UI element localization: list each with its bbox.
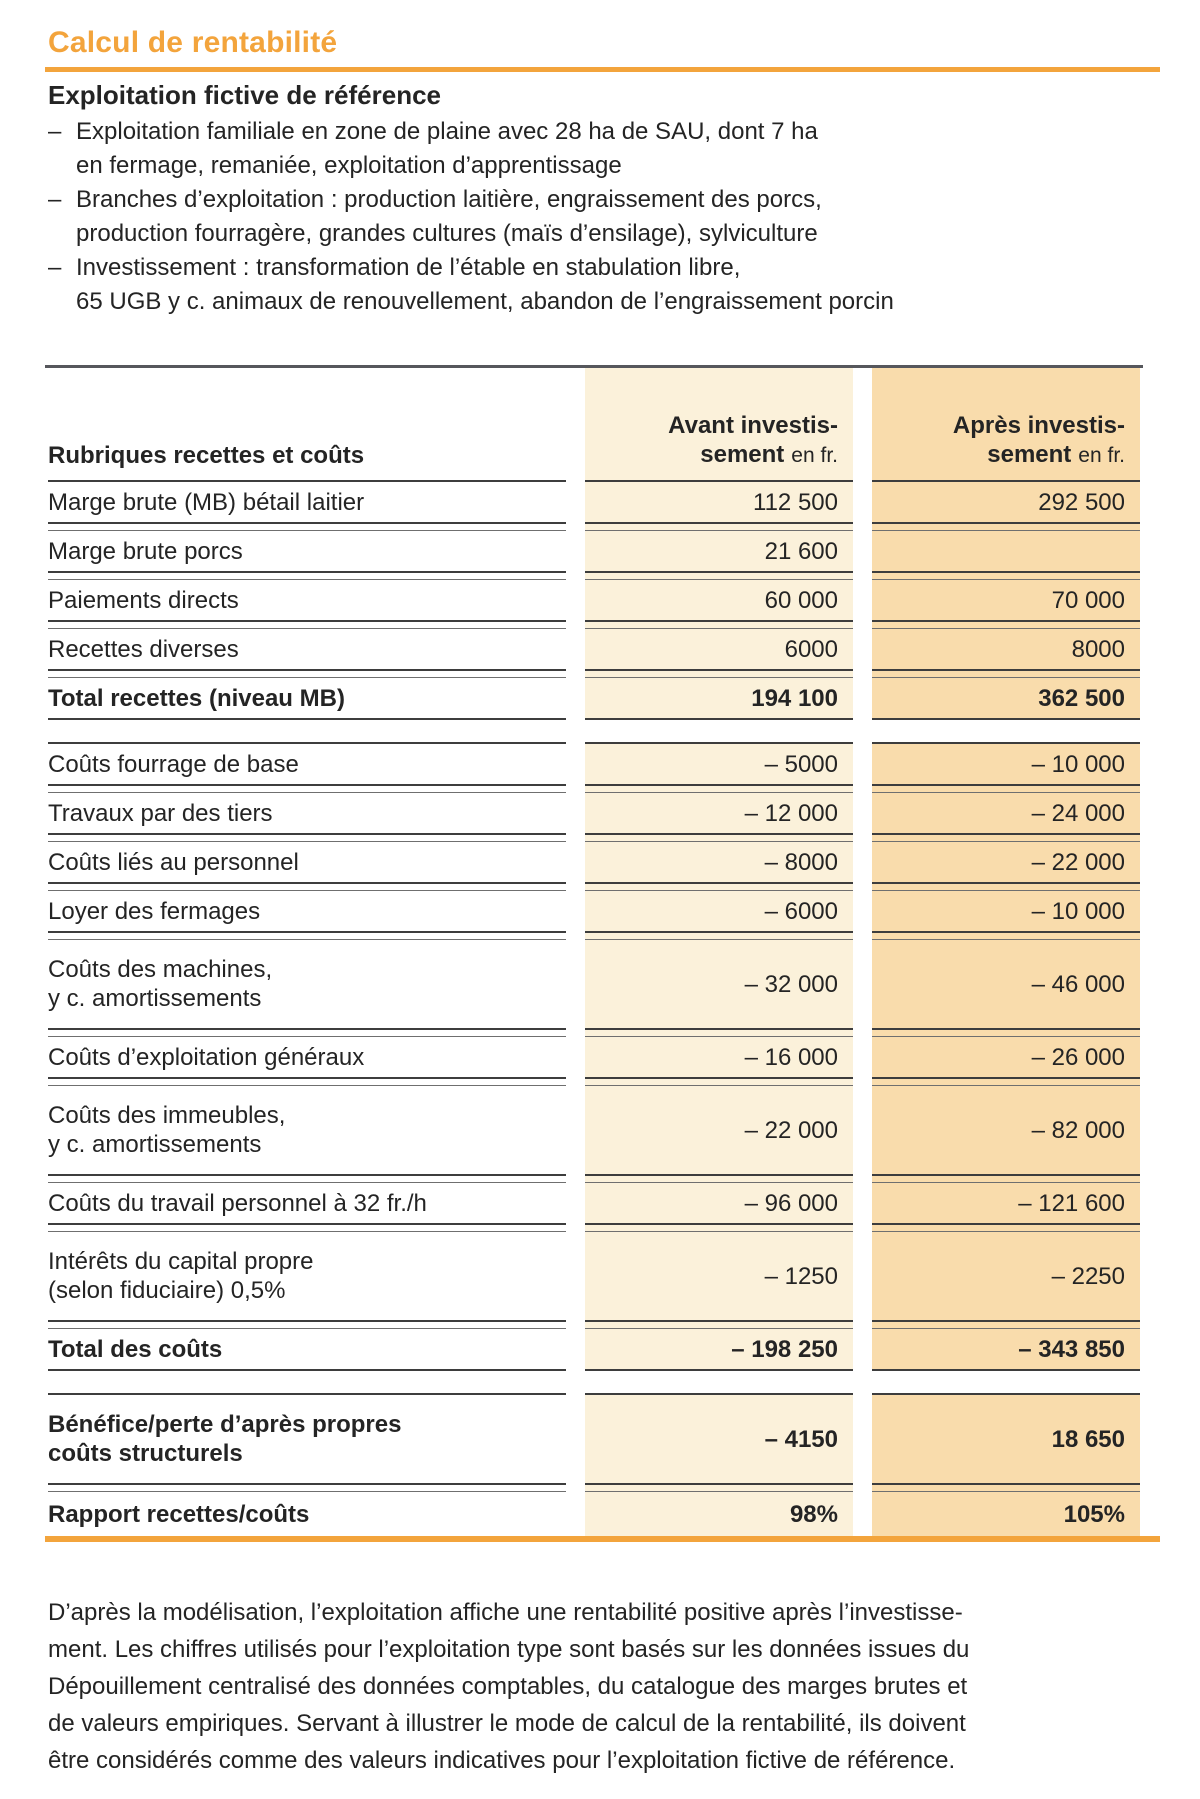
- column-gap: [566, 1232, 585, 1322]
- bullet-marker: –: [48, 186, 62, 213]
- column-gap: [566, 1183, 585, 1225]
- row-label-line: Coûts fourrage de base: [48, 750, 299, 778]
- row-label: [48, 678, 566, 720]
- row-separator: [872, 1079, 1140, 1086]
- row-separator: [585, 884, 853, 891]
- row-value-avant: – 5000: [585, 744, 853, 786]
- column-gap: [566, 891, 585, 933]
- bullet-marker: –: [48, 118, 62, 145]
- row-value-apres: 292 500: [872, 482, 1140, 524]
- bullet-marker: –: [48, 254, 62, 281]
- column-gap: [853, 1232, 872, 1322]
- row-separator: [48, 1225, 566, 1232]
- row-separator: [585, 1176, 853, 1183]
- row-label-line: Coûts liés au personnel: [48, 848, 299, 876]
- row-separator: [872, 884, 1140, 891]
- column-header-label: Rubriques recettes et coûts: [48, 442, 365, 469]
- row-value-apres: – 26 000: [872, 1037, 1140, 1079]
- column-gap: [853, 940, 872, 1030]
- column-gap: [853, 1183, 872, 1225]
- row-label: [48, 940, 566, 1030]
- row-label-line: Travaux par des tiers: [48, 799, 273, 827]
- row-label-line: Recettes diverses: [48, 635, 239, 663]
- row-value-avant: – 32 000: [585, 940, 853, 1030]
- column-gap: [566, 1086, 585, 1176]
- title-rule: [45, 67, 1160, 72]
- row-separator: [48, 573, 566, 580]
- footer-line: ment. Les chiffres utilisés pour l’exploitation type sont basés sur les données issues du: [48, 1636, 970, 1663]
- row-separator: [585, 933, 853, 940]
- column-gap: [853, 793, 872, 835]
- column-gap: [566, 786, 585, 793]
- row-separator: [585, 786, 853, 793]
- row-separator: [872, 622, 1140, 629]
- row-label: [48, 1492, 566, 1536]
- row-separator: [872, 835, 1140, 842]
- row-label-line: y c. amortissements: [48, 1131, 262, 1158]
- row-value-apres: – 121 600: [872, 1183, 1140, 1225]
- row-label-line: Rapport recettes/coûts: [48, 1500, 310, 1528]
- footer-paragraph: [48, 1594, 1160, 1799]
- column-gap: [566, 884, 585, 891]
- column-gap: [853, 1176, 872, 1183]
- row-separator: [585, 1030, 853, 1037]
- row-value-avant: – 8000: [585, 842, 853, 884]
- section-break: [585, 720, 853, 744]
- row-label: [48, 1037, 566, 1079]
- column-gap: [853, 1225, 872, 1232]
- table-bottom-rule: [45, 1536, 1160, 1542]
- row-separator: [585, 1079, 853, 1086]
- row-separator: [872, 1225, 1140, 1232]
- section-break: [872, 720, 1140, 744]
- column-gap: [853, 1329, 872, 1371]
- row-value-avant: – 1250: [585, 1232, 853, 1322]
- row-label: [48, 744, 566, 786]
- column-gap: [566, 580, 585, 622]
- row-separator: [48, 933, 566, 940]
- intro-heading: Exploitation fictive de référence: [48, 80, 442, 110]
- column-gap: [853, 524, 872, 531]
- section-break: [48, 1371, 566, 1395]
- column-header-line1: Avant investis-: [668, 412, 838, 439]
- footer-line: D’après la modélisation, l’exploitation affiche une rentabilité positive après l’investisse-: [48, 1599, 963, 1626]
- column-gap: [566, 678, 585, 720]
- column-gap: [853, 678, 872, 720]
- column-gap: [566, 573, 585, 580]
- row-value-avant: 60 000: [585, 580, 853, 622]
- row-label: [48, 842, 566, 884]
- footer-line: être considérés comme des valeurs indicatives pour l’exploitation fictive de référence.: [48, 1747, 956, 1774]
- section-break: [853, 1371, 872, 1395]
- column-gap: [853, 933, 872, 940]
- bullet-line: Branches d’exploitation : production laitière, engraissement des porcs,: [76, 186, 822, 213]
- column-header-apres: [872, 368, 1140, 482]
- row-label-line: y c. amortissements: [48, 985, 262, 1012]
- row-separator: [872, 1176, 1140, 1183]
- row-separator: [48, 1176, 566, 1183]
- row-value-avant: 21 600: [585, 531, 853, 573]
- row-value-apres: – 46 000: [872, 940, 1140, 1030]
- column-gap: [853, 622, 872, 629]
- row-label-line: Coûts des machines,: [48, 956, 273, 983]
- column-gap: [566, 671, 585, 678]
- row-value-apres: 8000: [872, 629, 1140, 671]
- column-gap: [853, 744, 872, 786]
- column-gap: [566, 1079, 585, 1086]
- column-header-line2-bold: sement: [987, 441, 1072, 468]
- row-value-avant: 6000: [585, 629, 853, 671]
- column-header-line2-bold: sement: [700, 441, 785, 468]
- column-gap: [853, 1485, 872, 1492]
- row-label: [48, 891, 566, 933]
- column-gap: [853, 531, 872, 573]
- row-label-line: Bénéfice/perte d’après propres: [48, 1411, 402, 1438]
- column-gap: [566, 622, 585, 629]
- column-gap: [566, 1030, 585, 1037]
- column-gap: [853, 368, 872, 482]
- row-label-line: Intérêts du capital propre: [48, 1248, 314, 1275]
- column-header-line2: [872, 440, 1125, 470]
- row-separator: [585, 671, 853, 678]
- column-gap: [853, 1037, 872, 1079]
- row-separator: [48, 884, 566, 891]
- column-gap: [566, 531, 585, 573]
- section-break: [853, 720, 872, 744]
- profitability-table-section: [48, 365, 1160, 1542]
- row-label-line: Marge brute porcs: [48, 537, 243, 565]
- row-separator: [585, 622, 853, 629]
- row-value-avant: 112 500: [585, 482, 853, 524]
- row-separator: [872, 573, 1140, 580]
- column-gap: [853, 1030, 872, 1037]
- column-gap: [566, 842, 585, 884]
- row-value-avant: 98%: [585, 1492, 853, 1536]
- bullet-line: production fourragère, grandes cultures (maïs d’ensilage), sylviculture: [76, 220, 818, 247]
- column-header-unit: en fr.: [1078, 444, 1125, 467]
- column-gap: [853, 482, 872, 524]
- row-label: [48, 1395, 566, 1485]
- row-separator: [48, 1030, 566, 1037]
- row-separator: [872, 1322, 1140, 1329]
- row-label: [48, 580, 566, 622]
- column-gap: [566, 1492, 585, 1536]
- row-label: [48, 793, 566, 835]
- row-separator: [585, 1225, 853, 1232]
- column-gap: [853, 580, 872, 622]
- bullet-item: [48, 115, 1160, 183]
- bullet-line: 65 UGB y c. animaux de renouvellement, abandon de l’engraissement porcin: [76, 288, 894, 315]
- row-label-line: Marge brute (MB) bétail laitier: [48, 488, 365, 516]
- column-gap: [853, 671, 872, 678]
- row-separator: [48, 835, 566, 842]
- column-gap: [566, 482, 585, 524]
- row-value-avant: – 4150: [585, 1395, 853, 1485]
- row-value-apres: 362 500: [872, 678, 1140, 720]
- row-separator: [585, 524, 853, 531]
- row-label: [48, 1183, 566, 1225]
- row-value-apres: – 10 000: [872, 891, 1140, 933]
- column-gap: [853, 835, 872, 842]
- row-label-line: Coûts du travail personnel à 32 fr./h: [48, 1189, 427, 1217]
- column-gap: [853, 1395, 872, 1485]
- section-break: [48, 720, 566, 744]
- column-header-unit: en fr.: [791, 444, 838, 467]
- row-label: [48, 1086, 566, 1176]
- row-separator: [48, 1322, 566, 1329]
- bullet-line: Investissement : transformation de l’étable en stabulation libre,: [76, 254, 741, 281]
- column-gap: [566, 1322, 585, 1329]
- row-separator: [48, 524, 566, 531]
- section-break: [566, 1371, 585, 1395]
- row-value-apres: 70 000: [872, 580, 1140, 622]
- column-gap: [566, 835, 585, 842]
- row-value-avant: – 22 000: [585, 1086, 853, 1176]
- footer-line: de valeurs empiriques. Servant à illustrer le mode de calcul de la rentabilité, ils doivent: [48, 1710, 966, 1737]
- column-gap: [566, 629, 585, 671]
- section-break: [566, 720, 585, 744]
- row-label-line: Total des coûts: [48, 1335, 223, 1363]
- row-value-apres: – 2250: [872, 1232, 1140, 1322]
- profit-table: [48, 368, 1160, 1536]
- row-value-apres: – 343 850: [872, 1329, 1140, 1371]
- row-separator: [872, 933, 1140, 940]
- row-label-line: coûts structurels: [48, 1440, 243, 1467]
- bullet-item: [48, 251, 1160, 319]
- row-value-apres: 105%: [872, 1492, 1140, 1536]
- column-gap: [853, 884, 872, 891]
- column-gap: [853, 1322, 872, 1329]
- section-break: [585, 1371, 853, 1395]
- row-value-avant: 194 100: [585, 678, 853, 720]
- row-label-line: Paiements directs: [48, 586, 239, 614]
- column-gap: [566, 1225, 585, 1232]
- row-label: [48, 531, 566, 573]
- row-value-avant: – 96 000: [585, 1183, 853, 1225]
- column-gap: [566, 940, 585, 1030]
- row-label-line: Total recettes (niveau MB): [48, 684, 345, 712]
- row-separator: [872, 524, 1140, 531]
- row-label-line: (selon fiduciaire) 0,5%: [48, 1277, 286, 1304]
- row-label: [48, 1329, 566, 1371]
- column-gap: [853, 842, 872, 884]
- row-label-line: Coûts des immeubles,: [48, 1102, 286, 1129]
- column-gap: [853, 1492, 872, 1536]
- bullet-line: en fermage, remaniée, exploitation d’apprentissage: [76, 152, 622, 179]
- bullet-line: Exploitation familiale en zone de plaine avec 28 ha de SAU, dont 7 ha: [76, 118, 818, 145]
- column-gap: [853, 891, 872, 933]
- column-gap: [853, 629, 872, 671]
- row-label: [48, 629, 566, 671]
- row-value-apres: – 22 000: [872, 842, 1140, 884]
- row-separator: [48, 1079, 566, 1086]
- column-gap: [566, 1329, 585, 1371]
- row-value-avant: – 12 000: [585, 793, 853, 835]
- row-separator: [48, 1485, 566, 1492]
- footer-line: Dépouillement centralisé des données comptables, du catalogue des marges brutes et: [48, 1673, 968, 1700]
- row-value-avant: – 198 250: [585, 1329, 853, 1371]
- column-gap: [566, 1485, 585, 1492]
- column-gap: [566, 524, 585, 531]
- row-separator: [585, 1322, 853, 1329]
- row-separator: [585, 835, 853, 842]
- column-header-line1: Après investis-: [952, 412, 1125, 439]
- bullet-item: [48, 183, 1160, 251]
- row-separator: [872, 786, 1140, 793]
- column-header-rubriques: [48, 368, 566, 482]
- column-gap: [566, 1037, 585, 1079]
- page-title: Calcul de rentabilité: [48, 26, 338, 59]
- row-value-apres: 18 650: [872, 1395, 1140, 1485]
- column-header-line2: [585, 440, 838, 470]
- row-value-avant: – 16 000: [585, 1037, 853, 1079]
- row-label-line: Coûts d’exploitation généraux: [48, 1043, 365, 1071]
- column-header-avant: [585, 368, 853, 482]
- bullet-list: [48, 115, 1160, 319]
- section-break: [872, 1371, 1140, 1395]
- row-separator: [872, 1485, 1140, 1492]
- column-gap: [566, 793, 585, 835]
- row-label: [48, 1232, 566, 1322]
- row-value-apres: – 10 000: [872, 744, 1140, 786]
- row-separator: [872, 671, 1140, 678]
- row-value-avant: – 6000: [585, 891, 853, 933]
- row-separator: [48, 671, 566, 678]
- row-value-apres: [872, 531, 1140, 573]
- column-gap: [853, 1086, 872, 1176]
- column-gap: [853, 1079, 872, 1086]
- row-separator: [48, 622, 566, 629]
- column-gap: [566, 933, 585, 940]
- column-gap: [566, 1176, 585, 1183]
- column-gap: [566, 1395, 585, 1485]
- row-label-line: Loyer des fermages: [48, 897, 261, 925]
- row-separator: [48, 786, 566, 793]
- column-gap: [566, 744, 585, 786]
- column-gap: [853, 786, 872, 793]
- column-gap: [566, 368, 585, 482]
- row-separator: [585, 573, 853, 580]
- row-separator: [872, 1030, 1140, 1037]
- row-value-apres: – 82 000: [872, 1086, 1140, 1176]
- row-label: [48, 482, 566, 524]
- row-separator: [585, 1485, 853, 1492]
- column-gap: [853, 573, 872, 580]
- row-value-apres: – 24 000: [872, 793, 1140, 835]
